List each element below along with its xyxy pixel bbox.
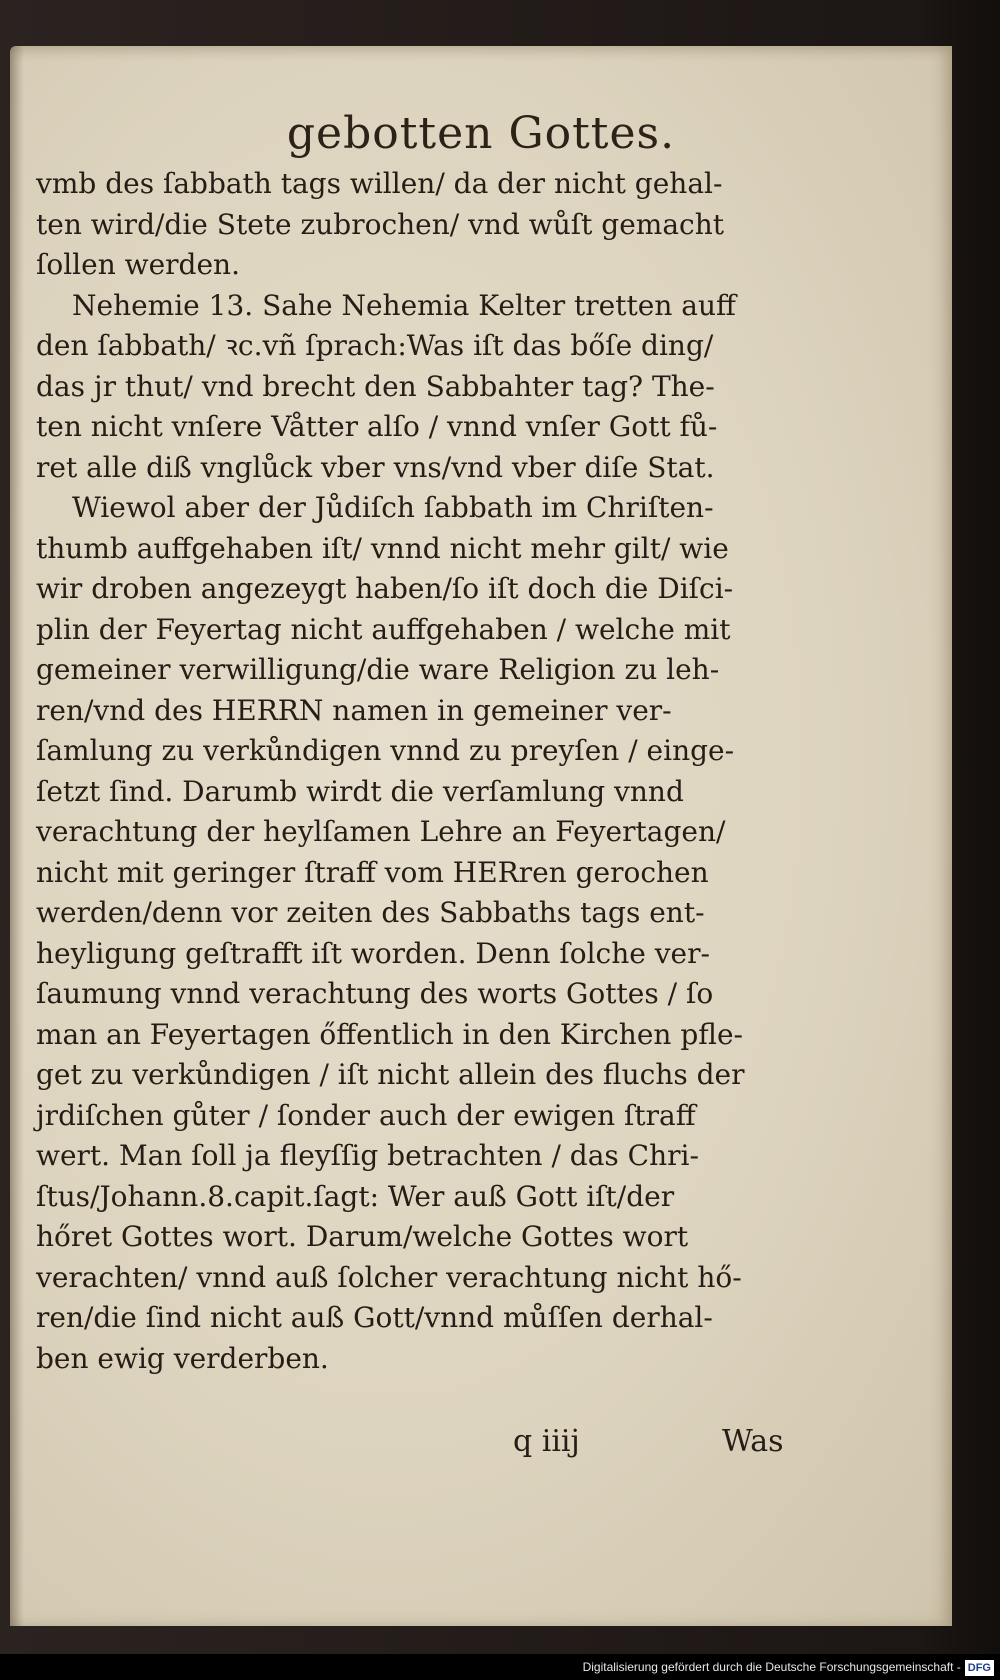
text-line: Wiewol aber der Jůdiſch ſabbath im Chriſten- <box>72 491 714 524</box>
text-line: verachtung der heylſamen Lehre an Feyertagen/ <box>36 815 726 848</box>
text-line: thumb auffgehaben iſt/ vnnd nicht mehr gilt/ wie <box>36 531 729 565</box>
text-line: ten wird/die Stete zubrochen/ vnd wůſt gemacht <box>36 207 724 241</box>
text-line: ſetzt ſind. Darumb wirdt die verſamlung vnnd <box>36 774 684 808</box>
text-line: nicht mit geringer ſtraff vom HERren gerochen <box>36 855 709 889</box>
text-line: jrdiſchen gůter / ſonder auch der ewigen ſtraff <box>36 1098 696 1132</box>
text-line: get zu verkůndigen / iſt nicht allein des fluchs der <box>36 1058 745 1091</box>
signature-mark: q iiij <box>513 1424 580 1459</box>
text-line: ſamlung zu verkůndigen vnnd zu preyſen / einge- <box>36 734 735 767</box>
text-line: ret alle diß vnglůck vber vns/vnd vber diſe Stat. <box>36 450 715 484</box>
text-line: ben ewig verderben. <box>36 1341 329 1375</box>
text-line: ſtus/Johann.8.capit.ſagt: Wer auß Gott iſt/der <box>36 1179 675 1213</box>
text-line: wir droben angezeygt haben/ſo iſt doch die Diſci- <box>36 572 734 605</box>
text-line: ren/die ſind nicht auß Gott/vnnd můſſen derhal- <box>36 1301 713 1334</box>
text-line: gemeiner verwilligung/die ware Religion zu leh- <box>36 653 720 686</box>
text-line: ren/vnd des HERRN namen in gemeiner ver- <box>36 693 672 727</box>
text-line: verachten/ vnnd auß ſolcher verachtung nicht hő- <box>36 1260 742 1294</box>
book-page <box>10 46 952 1626</box>
text-line: vmb des ſabbath tags willen/ da der nicht gehal- <box>36 167 723 200</box>
text-line: wert. Man ſoll ja fleyſſig betrachten / das Chri- <box>36 1139 699 1172</box>
text-line: ſaumung vnnd verachtung des worts Gottes / ſo <box>36 977 714 1010</box>
catchword: Was <box>722 1424 784 1459</box>
text-line: werden/denn vor zeiten des Sabbaths tags ent- <box>36 896 705 929</box>
digitization-credit-bar <box>0 1654 1000 1680</box>
text-line: ten nicht vnſere Våtter alſo / vnnd vnſer Gott fů- <box>36 410 718 443</box>
text-line: den ſabbath/ ꝛc.vñ ſprach:Was iſt das bőſe ding/ <box>36 329 714 362</box>
text-line: Nehemie 13. Sahe Nehemia Kelter tretten auff <box>72 288 736 322</box>
text-line: das jr thut/ vnd brecht den Sabbahter tag? The- <box>36 369 715 403</box>
text-line: hőret Gottes wort. Darum/welche Gottes wort <box>36 1220 689 1253</box>
body-text <box>36 164 836 1379</box>
page-footer <box>10 1424 952 1464</box>
text-line: heyligung geſtrafft iſt worden. Denn ſolche ver- <box>36 936 710 970</box>
text-line: plin der Feyertag nicht auffgehaben / welche mit <box>36 612 731 646</box>
running-head: gebotten Gottes. <box>286 108 676 159</box>
text-line: man an Feyertagen őffentlich in den Kirchen pfle- <box>36 1017 743 1051</box>
credit-text: Digitalisierung gefördert durch die Deutsche Forschungsgemeinschaft - <box>582 1660 961 1674</box>
dfg-logo: DFG <box>965 1660 994 1676</box>
text-line: ſollen werden. <box>36 248 240 281</box>
